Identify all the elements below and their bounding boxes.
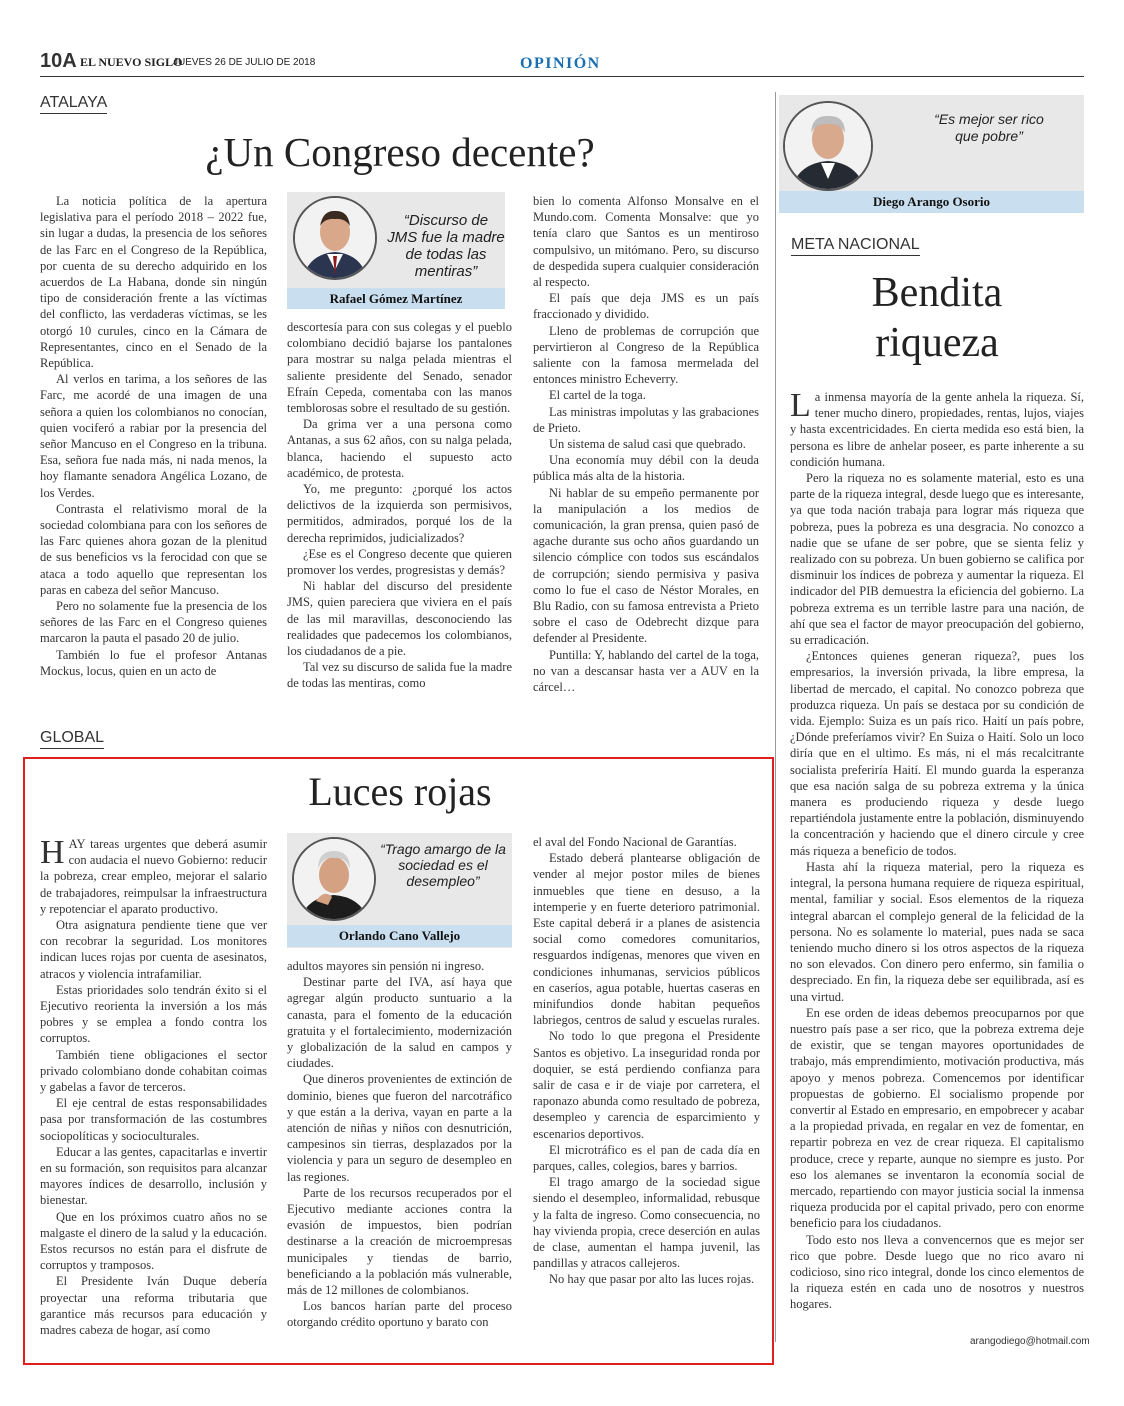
paragraph: Todo esto nos lleva a convencernos que es mejor ser rico que pobre. Desde luego que no rico avaro ni codicioso, sino rico integral, donde los cinco elementos de la riqueza estén en cada uno de nosotros y nuestros hogares. bbox=[790, 1232, 1084, 1312]
paragraph: el aval del Fondo Nacional de Garantías. bbox=[533, 835, 737, 849]
paragraph-text: AY tareas urgentes que deberá asumir con audacia el nuevo Gobierno: reducir la pobreza, crear empleo, mejorar el salario de trabajadores, reimpulsar la infraestructura y repotenciar el aparato productivo. bbox=[40, 837, 267, 916]
paragraph: Un sistema de salud casi que quebrado. bbox=[549, 437, 746, 452]
paragraph: El trago amargo de la sociedad sigue siendo el desempleo, informalidad, rebusque y la falta de ingreso. Como consecuencia, no hay vivienda propia, crece deserción en aulas de clase, aumentan el hampa juvenil, las pandillas y atracos callejeros. bbox=[533, 1175, 760, 1271]
paragraph bbox=[790, 389, 1084, 470]
paragraph: Da grima ver a una persona como Antanas, a sus 62 años, con su nalga pelada, blanca, haciendo el supuesto acto académico, de protesta. bbox=[287, 417, 512, 480]
global-author-name: Orlando Cano Vallejo bbox=[287, 925, 512, 947]
paragraph-text: a inmensa mayoría de la gente anhela la riqueza. Sí, tener mucho dinero, propiedades, rentas, lujos, viajes y hasta excentricidades. En cierta medida eso está bien, la persona es libre de anhelar poseer, es parte inherente a su condición humana. bbox=[790, 390, 1084, 469]
meta-author-name: Diego Arango Osorio bbox=[779, 191, 1084, 213]
paragraph: Lleno de problemas de corrupción que pervirtieron al Congreso de la República saliente con la famosa mermelada del entonces ministro Echeverry. bbox=[533, 323, 759, 387]
paragraph: Educar a las gentes, capacitarlas e invertir en su formación, son requisitos para alcanzar mayores índices de desarrollo, inclusión y bienestar. bbox=[40, 1144, 267, 1208]
global-headline: Luces rojas bbox=[308, 769, 492, 814]
paragraph: Ni hablar del discurso del presidente JMS, quien pareciera que viviera en el país de las mil maravillas, desconociendo las realidades que padecemos los colombianos, los ciudadanos de a pie. bbox=[287, 579, 512, 659]
global-kicker: GLOBAL bbox=[40, 729, 104, 749]
portrait-image bbox=[294, 839, 374, 919]
paragraph: Que dineros provenientes de extinción de dominio, bienes que fueron del narcotráfico y que están a la deriva, vayan en parte a la atención de niñas y niños con desnutrición, campesinos sin tierras, desplazados por la violencia y para un seguro de desempleo en las regiones. bbox=[287, 1072, 512, 1184]
paragraph: Las ministras impolutas y las grabaciones de Prieto. bbox=[533, 404, 759, 435]
newspaper-name: EL NUEVO SIGLO bbox=[80, 55, 183, 69]
atalaya-column-3 bbox=[533, 193, 759, 711]
atalaya-author-name: Rafael Gómez Martínez bbox=[287, 288, 505, 309]
atalaya-column-2 bbox=[287, 319, 512, 711]
author-portrait bbox=[783, 101, 873, 191]
paragraph: También lo fue el profesor Antanas Mockus, locus, quien en un acto de bbox=[40, 647, 267, 678]
paragraph: No hay que pasar por alto las luces rojas. bbox=[549, 1272, 755, 1287]
paragraph: Que en los próximos cuatro años no se malgaste el dinero de la salud y la educación. Estos recursos no están para el disfrute de corruptos y tramposos. bbox=[40, 1209, 267, 1273]
paragraph: Estas prioridades solo tendrán éxito si el Ejecutivo reorienta la inversión a los más pobres y se emplea a fondo contra los corruptos. bbox=[40, 982, 267, 1046]
page-number: 10A bbox=[40, 50, 77, 72]
paragraph: ¿Ese es el Congreso decente que quieren promover los verdes, progresistas y demás? bbox=[287, 546, 512, 578]
portrait-image bbox=[785, 103, 871, 189]
paragraph: Estado deberá plantearse obligación de vender al mejor postor miles de bienes inmuebles que tiene en desuso, a la intemperie y en fuerte deterioro patrimonial. Este capital deberá ir a planes de asistencia social como comedores comunitarios, resguardos indígenas, menores que viven en condiciones inhumanas, servicios públicos en caseríos, agua potable, huertas caseras en minifundios donde habitan pequeños labriegos, centros de salud y escuelas rurales. bbox=[533, 851, 760, 1028]
paragraph: Otra asignatura pendiente tiene que ver con recobrar la seguridad. Los monitores indican luces rojas por cuenta de asesinatos, atracos y violencia intrafamiliar. bbox=[40, 918, 267, 981]
global-author-box bbox=[287, 833, 512, 948]
atalaya-author-box bbox=[287, 192, 505, 309]
meta-kicker: META NACIONAL bbox=[791, 236, 920, 256]
paragraph: El cartel de la toga. bbox=[549, 388, 646, 403]
portrait-image bbox=[295, 198, 375, 278]
paragraph: Tal vez su discurso de salida fue la madre de todas las mentiras, como bbox=[287, 660, 512, 691]
global-quote: “Trago amargo de la sociedad es el desempleo” bbox=[380, 841, 506, 889]
paragraph: Destinar parte del IVA, así haya que agregar algún producto suntuario a la canasta, para el fomento de la educación gratuita y el fortalecimiento, modernización y globalización de la salud en campos y ciudades. bbox=[287, 975, 512, 1071]
author-portrait bbox=[292, 837, 376, 921]
dropcap: L bbox=[790, 389, 811, 424]
paragraph: El Presidente Iván Duque debería proyectar una reforma tributaria que garantice más recursos para educación y madres cabeza de hogar, así como bbox=[40, 1274, 267, 1338]
paragraph bbox=[40, 836, 267, 917]
paragraph: ¿Entonces quienes generan riqueza?, pues los empresarios, la inversión privada, la libre empresa, la libertad de mercado, el capital. No conozco pobreza que produzca riqueza. Un país se destaca por su condición de vida. Ejemplo: Suiza es un país rico. Haití un país pobre, ¿Dónde preferíamos vivir? En Suiza o Haití. Solo un loco diría que en el ultimo. Es más, ni el más recalcitrante socialista preferiría Haití. El mundo guarda la esperanza que esa nación salga de su pobreza extrema y la única manera es produciendo riqueza y desde luego repartiéndola justamente entre la población, disminuyendo la concentración y haciendo que el dinero circule y cree más riqueza a beneficio de todos. bbox=[790, 649, 1084, 858]
paragraph: Al verlos en tarima, a los señores de las Farc, me acordé de una imagen de una señora a quien los colombianos no conocían, quien vociferó a rabiar por la presencia del señor Mancuso en el Congreso en la tribuna. Esa, señora fue nada más, ni nada menos, la hoy flamante senadora Angélica Lozano, de los Verdes. bbox=[40, 372, 267, 500]
paragraph: adultos mayores sin pensión ni ingreso. bbox=[287, 959, 485, 973]
paragraph: Pero la riqueza no es solamente material, esto es una parte de la riqueza integral, desde luego que es interesante, ya que toda nación trabaja para lograr más riqueza que pobreza, pues la pobreza es una desgracia. No conozco a nadie que se ufane de ser pobre, que se sienta feliz y realizado con su pobreza. Un buen gobierno se califica por disminuir los índices de pobreza y aumentar la riqueza. El indicador del PIB demuestra la eficiencia del gobierno. La pobreza extrema es un terrible lastre para una nación, de ahí que sea el factor de mayor preocupación del gobierno, su erradicación. bbox=[790, 471, 1084, 648]
meta-quote: “Es mejor ser rico que pobre” bbox=[934, 111, 1044, 144]
paragraph: Los bancos harían parte del proceso otorgando crédito oportuno y barato con bbox=[287, 1299, 512, 1330]
paragraph: El país que deja JMS es un país fraccionado y dividido. bbox=[533, 291, 759, 322]
paragraph: Puntilla: Y, hablando del cartel de la toga, no van a descansar hasta ver a AUV en la cárcel… bbox=[533, 647, 759, 695]
atalaya-headline: ¿Un Congreso decente? bbox=[205, 129, 595, 175]
dropcap: H bbox=[40, 836, 65, 871]
global-column-3 bbox=[533, 834, 760, 1346]
paragraph: Ni hablar de su empeño permanente por la manipulación a los medios de comunicación, la gran prensa, quien pasó de agache durante sus ocho años guardando un silencio cómplice con todos sus escándalos de corrupción; siendo permisiva y pasiva como lo fue el caso de Néstor Morales, en Blu Radio, con su famosa entrevista a Prieto sobre el caso de Odebrecht dizque para defender al Presidente. bbox=[533, 485, 759, 646]
paragraph: Pero no solamente fue la presencia de los señores de las Farc en el Congreso quienes marcaron la pauta el pasado 20 de julio. bbox=[40, 599, 267, 646]
global-column-1 bbox=[40, 836, 267, 1346]
paragraph: Contrasta el relativismo moral de la sociedad colombiana para con los señores de las Farc quienes ahora gozan de la plenitud de sus beneficios vs la ferocidad con que se ataca a todo aquello que representan los paras en cabeza del señor Mancuso. bbox=[40, 501, 267, 597]
paragraph: La noticia política de la apertura legislativa para el período 2018 – 2022 fue, sin lugar a dudas, la presencia de los señores de las Farc en el Congreso de la República, por cuenta de su derecho adquirido en los acuerdos de La Habana, donde sin ningún tipo de consideración frente a las víctimas del conflicto, las verdaderas víctimas, se les otorgó 10 curules, cinco en la Cámara de Representantes, cinco en el Senado de la República. bbox=[40, 194, 267, 371]
paragraph: Hasta ahí la riqueza material, pero la riqueza es integral, la persona humana requiere de riqueza espiritual, mental, familiar y social. Esos elementos de la riqueza integral abarcan el complejo general de la felicidad de la persona. No es solamente lo material, pues nada se saca teniendo mucho dinero si los otros aspectos de la riqueza no son elevados. Con dinero pero enfermo, sin familia o despreciado. En fin, la riqueza debe ser equilibrada, así es una virtud. bbox=[790, 859, 1084, 1004]
paragraph: El microtráfico es el pan de cada día en parques, calles, colegios, bares y barrios. bbox=[533, 1142, 760, 1174]
paragraph: Parte de los recursos recuperados por el Ejecutivo mediante acciones contra la evasión de impuestos, bien podrían destinarse a la creación de microempresas municipales y tiendas de barrio, beneficiando a la población más vulnerable, más de 12 millones de colombianos. bbox=[287, 1185, 512, 1298]
author-email: arangodiego@hotmail.com bbox=[970, 1336, 1090, 1347]
paragraph: No todo lo que pregona el Presidente Santos es objetivo. La inseguridad ronda por doquier, se está perdiendo confianza para salir de casa e ir de viaje por carretera, el raponazo abunda como resultado de pobreza, desempleo y carencia de esparcimiento y escenarios deportivos. bbox=[533, 1029, 760, 1141]
author-portrait bbox=[293, 196, 377, 280]
header-rule bbox=[40, 76, 1084, 77]
paragraph: Una economía muy débil con la deuda pública más alta de la historia. bbox=[533, 453, 759, 484]
headline-line: riqueza bbox=[875, 320, 999, 366]
headline-line: Bendita bbox=[871, 270, 1003, 316]
atalaya-kicker: ATALAYA bbox=[40, 94, 107, 114]
paragraph: descortesía para con sus colegas y el pueblo colombiano decidió bajarse los pantalones para mostrar su nalga pelada mientras el saliente presidente del Senado, senador Efraín Cepeda, comentaba con las manos temblorosas sobre el resultado de su gestión. bbox=[287, 320, 512, 416]
meta-headline bbox=[790, 268, 1084, 368]
paragraph: También tiene obligaciones el sector privado colombiano donde cohabitan coimas y gabelas a favor de terceros. bbox=[40, 1047, 267, 1095]
meta-author-box bbox=[779, 95, 1084, 213]
issue-date: JUEVES 26 DE JULIO DE 2018 bbox=[173, 57, 316, 68]
column-divider bbox=[775, 92, 776, 1342]
paragraph: El eje central de estas responsabilidades pasa por transformación de las costumbres sociopolíticas y socioculturales. bbox=[40, 1096, 267, 1143]
section-title: OPINIÓN bbox=[520, 55, 601, 72]
paragraph: Yo, me pregunto: ¿porqué los actos delictivos de la izquierda son permisivos, permitidos, admirados, porqué los de la derecha reprimidos, judicializados? bbox=[287, 482, 512, 545]
atalaya-quote: “Discurso de JMS fue la madre de todas las mentiras” bbox=[387, 212, 505, 280]
paragraph: En ese orden de ideas debemos preocuparnos por que nuestro país pase a ser rico, que la pobreza extrema deje de existir, que se tengan mayores oportunidades de trabajo, más emprendimiento, motivación productiva, más apoyo y menos pobreza. Comencemos por identificar propuestas de gobierno. El socialismo propende por convertir al Estado en empresario, en empobrecer y acabar a la propiedad privada, en regalar en vez de fomentar, en repartir pobreza en vez de crear riqueza. El capitalismo produce, crece y reparte, aunque no siempre es justo. Por eso los alemanes se inventaron la economía social de mercado, repartiendo con mayor justicia social la inmensa riqueza producida por el capital privado, pero con enorme beneficio para los ciudadanos. bbox=[790, 1005, 1084, 1231]
atalaya-column-1 bbox=[40, 193, 267, 711]
paragraph: bien lo comenta Alfonso Monsalve en el Mundo.com. Comenta Monsalve: que yo tenía claro que Santos es un mentiroso compulsivo, un mitómano. Pero, su discurso de despedida supera cualquier consideración al respecto. bbox=[533, 194, 759, 290]
meta-column bbox=[790, 389, 1084, 1331]
global-column-2 bbox=[287, 958, 512, 1346]
